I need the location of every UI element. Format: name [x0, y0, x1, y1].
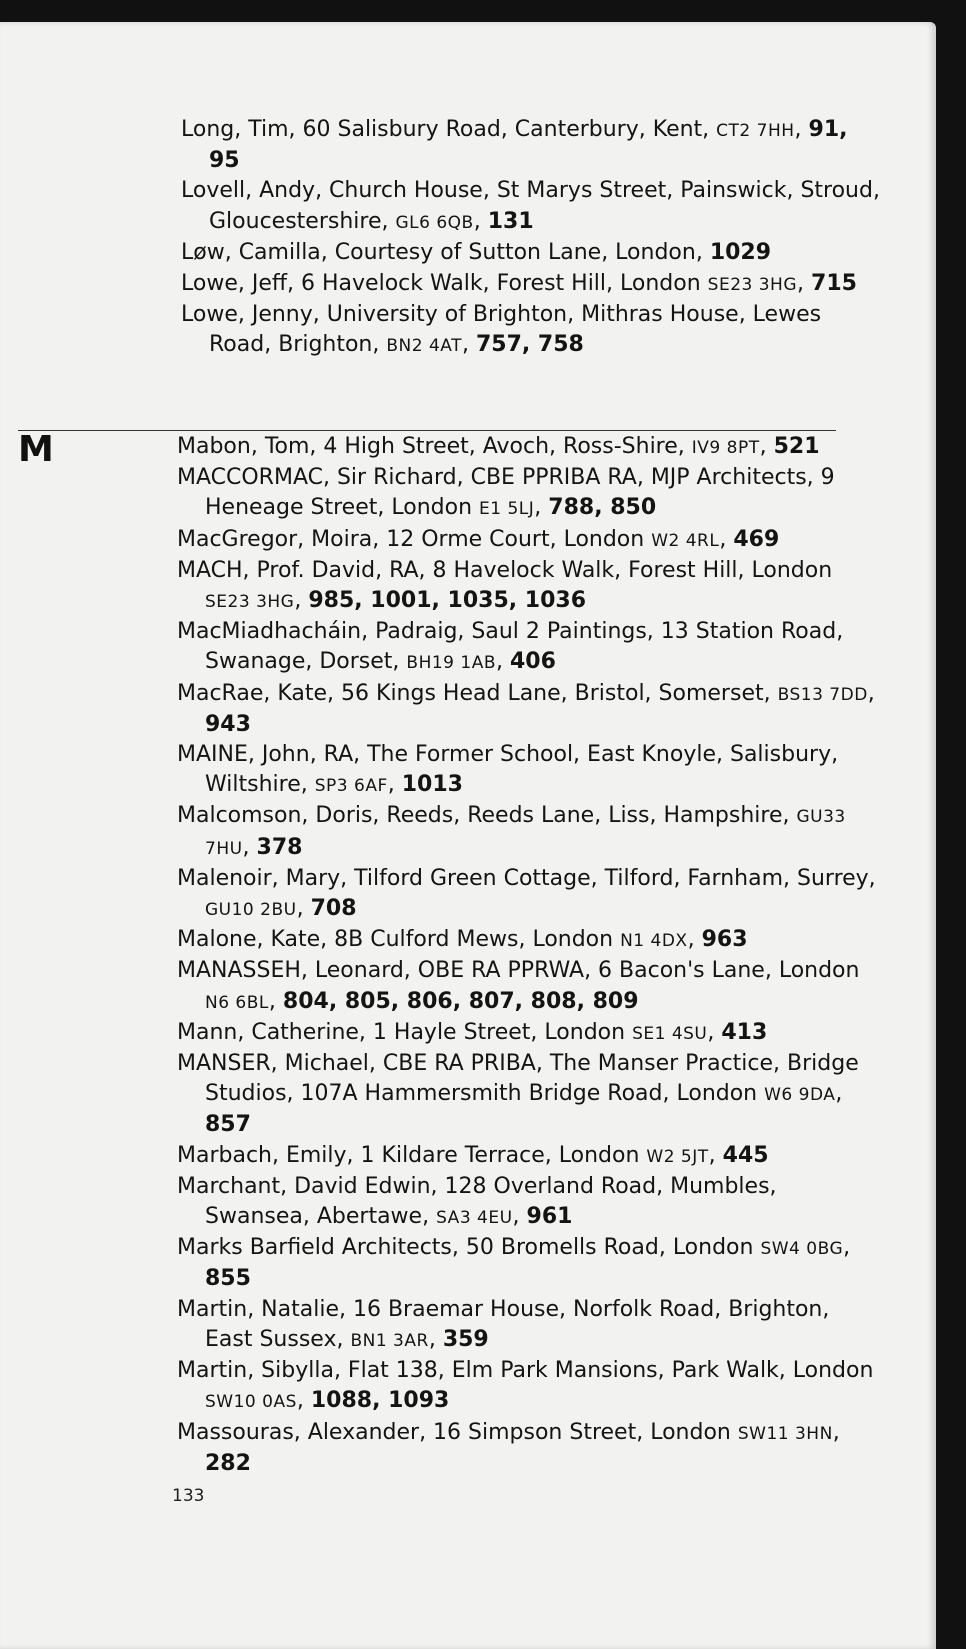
entry-pages: 91, 95 [209, 117, 848, 174]
entry-name: Mabon, Tom, 4 High Street, Avoch, Ross-Shire, [177, 434, 692, 459]
entry-sep: , [794, 117, 809, 142]
entry-name: MacGregor, Moira, 12 Orme Court, London [177, 526, 652, 552]
entry-pages: 855 [205, 1266, 251, 1292]
entry-sep: , [759, 434, 774, 459]
index-entry [177, 1018, 877, 1049]
entry-sep: , [268, 988, 283, 1014]
entry-code: BS13 7DD [777, 684, 868, 705]
entry-code: BH19 1AB [406, 653, 496, 674]
entry-sep: , [512, 1204, 527, 1230]
section-divider [18, 430, 836, 431]
entry-code: SE1 4SU [632, 1023, 708, 1044]
entry-sep: , [387, 772, 402, 798]
entry-pages: 469 [733, 526, 780, 552]
index-entry [177, 1172, 877, 1233]
entry-pages: 1088, 1093 [310, 1388, 450, 1414]
entry-pages: 131 [487, 208, 534, 234]
index-entry [177, 432, 877, 463]
entry-pages: 715 [811, 271, 857, 297]
entry-pages: 943 [205, 711, 251, 737]
index-entry [177, 617, 877, 678]
entry-name: Marchant, David Edwin, 128 Overland Road, Mumbles, Swansea, Abertawe, [177, 1173, 777, 1230]
entry-pages: 985, 1001, 1035, 1036 [308, 588, 587, 614]
entry-sep: , [843, 1235, 851, 1261]
entry-pages: 378 [256, 834, 303, 860]
entry-pages: 963 [701, 927, 748, 953]
entry-code: BN2 4AT [386, 336, 462, 357]
entry-sep: , [707, 1019, 722, 1045]
entry-pages: 708 [310, 896, 357, 922]
section-letter: M [18, 429, 54, 470]
index-entry [181, 176, 881, 237]
entry-name: MACH, Prof. David, RA, 8 Havelock Walk, Forest Hill, London [177, 557, 833, 583]
entry-pages: 961 [526, 1204, 573, 1230]
index-entry [177, 1233, 877, 1294]
index-entry [177, 1295, 877, 1356]
entry-code: W2 4RL [651, 530, 720, 551]
index-entry [181, 269, 881, 300]
entry-pages: 359 [442, 1326, 489, 1352]
entry-sep: , [428, 1326, 443, 1352]
entry-name: Marbach, Emily, 1 Kildare Terrace, London [177, 1142, 647, 1168]
entry-code: W2 5JT [646, 1146, 709, 1167]
entry-name: Massouras, Alexander, 16 Simpson Street, London [177, 1419, 738, 1445]
entry-name: Lovell, Andy, Church House, St Marys Street, Painswick, Stroud, Gloucestershire, [181, 178, 880, 234]
entry-code: GU33 7HU [205, 807, 846, 859]
index-entry [177, 463, 877, 524]
entry-sep: , [797, 271, 812, 297]
entry-sep: , [461, 332, 476, 358]
entry-code: E1 5LJ [479, 499, 535, 520]
entry-name: MACCORMAC, Sir Richard, CBE PPRIBA RA, MJP Architects, 9 Heneage Street, London [177, 465, 835, 521]
entry-name: MacRae, Kate, 56 Kings Head Lane, Bristol, Somerset, [177, 680, 778, 706]
index-entry [177, 1418, 877, 1479]
entry-name: Martin, Natalie, 16 Braemar House, Norfolk Road, Brighton, East Sussex, [177, 1296, 830, 1352]
entry-name: Mann, Catherine, 1 Hayle Street, London [177, 1019, 633, 1045]
index-entry [177, 1141, 877, 1172]
book-page [0, 22, 936, 1649]
index-entry [177, 1049, 877, 1141]
entry-pages: 757, 758 [475, 332, 584, 358]
entry-name: Malenoir, Mary, Tilford Green Cottage, Tilford, Farnham, Surrey, [177, 865, 876, 891]
entry-pages: 804, 805, 806, 807, 808, 809 [282, 988, 639, 1014]
entry-name: Malcomson, Doris, Reeds, Reeds Lane, Liss, Hampshire, [177, 803, 797, 829]
index-entry [181, 300, 881, 361]
entry-sep: , [687, 927, 702, 953]
entry-pages: 857 [205, 1112, 251, 1138]
entry-name: Løw, Camilla, Courtesy of Sutton Lane, London, [181, 239, 710, 265]
index-entry [181, 115, 881, 176]
entry-pages: 413 [721, 1019, 768, 1045]
entry-code: GU10 2BU [205, 900, 297, 921]
index-entry [177, 925, 877, 956]
entry-name: Long, Tim, 60 Salisbury Road, Canterbury, Kent, [181, 117, 717, 142]
entry-sep: , [719, 526, 734, 552]
entry-code: SE23 3HG [205, 592, 295, 613]
index-entry [177, 740, 877, 801]
entry-code: SW11 3HN [737, 1423, 833, 1444]
entry-sep: , [242, 834, 257, 860]
entry-sep: , [473, 208, 488, 234]
entry-sep: , [496, 649, 510, 675]
entry-code: N1 4DX [620, 931, 688, 952]
index-entry [177, 1356, 877, 1417]
entry-pages: 406 [510, 649, 556, 675]
entry-sep: , [534, 495, 549, 521]
index-entries-l [181, 115, 881, 362]
entry-sep: , [708, 1142, 723, 1168]
entry-name: MacMiadhacháin, Padraig, Saul 2 Paintings, 13 Station Road, Swanage, Dorset, [177, 619, 844, 675]
entry-code: W6 9DA [764, 1085, 836, 1106]
index-entry [177, 864, 877, 925]
entry-name: Martin, Sibylla, Flat 138, Elm Park Mansions, Park Walk, London [177, 1358, 874, 1384]
entry-name: Malone, Kate, 8B Culford Mews, London [177, 927, 621, 953]
entry-code: SW4 0BG [760, 1239, 844, 1260]
entry-name: MANASSEH, Leonard, OBE RA PPRWA, 6 Bacon's Lane, London [177, 958, 860, 984]
entry-pages: 521 [773, 434, 820, 459]
entry-pages: 445 [722, 1142, 769, 1168]
entry-sep: , [294, 588, 309, 614]
index-entry [177, 956, 877, 1017]
entry-name: Lowe, Jenny, University of Brighton, Mithras House, Lewes Road, Brighton, [181, 302, 822, 358]
entry-pages: 1013 [401, 772, 463, 798]
index-entry [177, 525, 877, 556]
index-entry [177, 556, 877, 617]
index-entry [177, 679, 877, 740]
page-number: 133 [172, 1486, 205, 1506]
entry-name: Marks Barfield Architects, 50 Bromells Road, London [177, 1235, 761, 1261]
index-entry [177, 801, 877, 863]
entry-code: SW10 0AS [205, 1392, 297, 1413]
entry-pages: 282 [205, 1450, 251, 1476]
entry-code: GL6 6QB [395, 212, 474, 233]
index-entries-m [177, 432, 877, 1479]
entry-code: BN1 3AR [350, 1330, 429, 1351]
entry-sep: , [296, 1388, 311, 1414]
entry-code: IV9 8PT [691, 438, 760, 458]
entry-sep: , [835, 1081, 843, 1107]
entry-name: Lowe, Jeff, 6 Havelock Walk, Forest Hill, London [181, 271, 708, 297]
entry-code: SA3 4EU [436, 1208, 513, 1229]
entry-code: SP3 6AF [314, 776, 388, 797]
entry-pages: 788, 850 [548, 495, 657, 521]
entry-name: MANSER, Michael, CBE RA PRIBA, The Manser Practice, Bridge Studios, 107A Hammersmith Bridge Road, London [177, 1051, 859, 1107]
entry-sep: , [296, 896, 311, 922]
entry-sep: , [832, 1419, 840, 1445]
entry-sep: , [867, 680, 875, 706]
entry-code: CT2 7HH [716, 121, 795, 141]
entry-pages: 1029 [709, 239, 772, 265]
entry-code: N6 6BL [205, 992, 269, 1013]
entry-name: MAINE, John, RA, The Former School, East Knoyle, Salisbury, Wiltshire, [177, 742, 839, 798]
index-entry [181, 238, 881, 269]
entry-code: SE23 3HG [707, 275, 798, 296]
